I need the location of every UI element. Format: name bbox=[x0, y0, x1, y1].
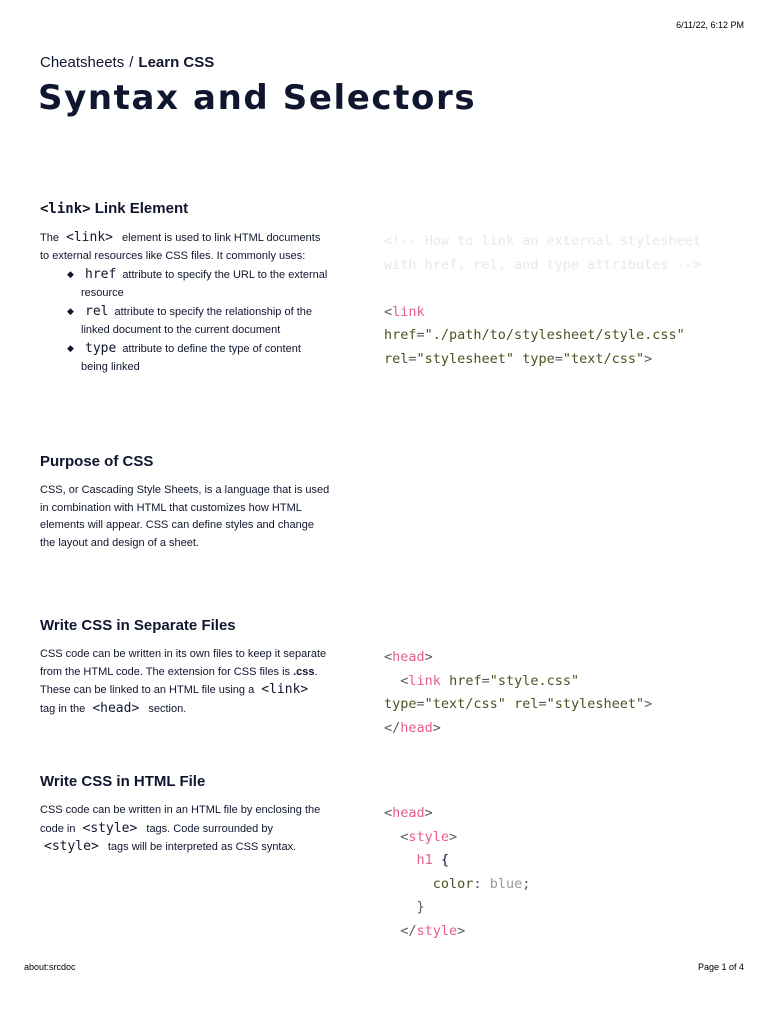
code-tag: link bbox=[408, 672, 441, 689]
code-tag: head bbox=[400, 719, 433, 736]
section-body: CSS, or Cascading Style Sheets, is a language that is used in combination with HTML that customizes how HTML elements will appear. CSS can define styles and change the layout and design of a sheet. bbox=[40, 484, 330, 549]
code-string: "style.css" bbox=[489, 672, 580, 689]
breadcrumb bbox=[40, 54, 214, 71]
inline-code: href bbox=[85, 267, 117, 282]
body-text: . These can be linked to an HTML file using a bbox=[40, 665, 318, 696]
code-value: blue bbox=[489, 875, 523, 892]
intro-text: element is used to link HTML documents to external resources like CSS files. It commonly uses: bbox=[40, 232, 321, 262]
list-item bbox=[67, 266, 330, 302]
code-attr: type bbox=[384, 696, 417, 712]
print-footer-source: about:srcdoc bbox=[24, 962, 76, 972]
section-purpose bbox=[40, 453, 330, 552]
code-block-separate-files: <head> <link href="style.css" type="text/css" rel="stylesheet"> </head> bbox=[384, 649, 653, 736]
section-link-element bbox=[40, 200, 330, 376]
bullet-icon: ◆ bbox=[67, 306, 74, 316]
code-punct: < bbox=[384, 303, 393, 320]
breadcrumb-current: Learn CSS bbox=[138, 54, 215, 71]
inline-code: rel bbox=[85, 304, 109, 319]
code-block-html-file: <head> <style> h1 { color: blue; } </style> bbox=[384, 805, 531, 939]
code-string: "text/css" bbox=[562, 350, 645, 367]
code-tag: head bbox=[392, 805, 425, 821]
code-attr: rel bbox=[514, 696, 539, 712]
inline-code: <link> bbox=[66, 230, 113, 245]
code-attr: href bbox=[384, 327, 417, 343]
code-punct: = bbox=[554, 350, 563, 367]
section-separate-files bbox=[40, 617, 330, 718]
attribute-list bbox=[40, 266, 330, 376]
section-heading-html-file: Write CSS in HTML File bbox=[40, 773, 206, 790]
bullet-icon: ◆ bbox=[67, 269, 74, 279]
section-intro bbox=[40, 229, 330, 265]
page-title: Syntax and Selectors bbox=[38, 78, 477, 118]
print-datetime: 6/11/22, 6:12 PM bbox=[676, 20, 744, 30]
code-tag: link bbox=[392, 303, 425, 320]
code-attr: type bbox=[522, 350, 555, 367]
list-item bbox=[67, 340, 330, 376]
code-punct: > bbox=[644, 350, 653, 367]
breadcrumb-parent-link[interactable]: Cheatsheets bbox=[40, 54, 125, 71]
section-body bbox=[40, 646, 330, 718]
inline-code: <style> bbox=[44, 839, 99, 854]
body-text: tag in the bbox=[40, 702, 89, 715]
code-tag: style bbox=[416, 922, 458, 939]
heading-text: Link Element bbox=[90, 200, 189, 217]
bullet-icon: ◆ bbox=[67, 343, 74, 353]
section-heading-purpose: Purpose of CSS bbox=[40, 453, 154, 470]
code-punct: : bbox=[473, 875, 482, 892]
code-block-link-element bbox=[384, 230, 701, 371]
body-text: CSS code can be written in its own files to keep it separate from the HTML code. The extension for CSS files is bbox=[40, 648, 327, 678]
code-attr: href bbox=[449, 672, 482, 689]
code-tag: head bbox=[392, 649, 425, 665]
body-text: CSS code can be written in an HTML file by enclosing the code in bbox=[40, 804, 321, 835]
code-string: "stylesheet" bbox=[546, 696, 645, 712]
code-punct: = bbox=[416, 327, 425, 343]
section-heading-link-element bbox=[40, 200, 330, 217]
code-property: color bbox=[432, 875, 474, 892]
body-text: section. bbox=[145, 702, 187, 715]
breadcrumb-separator: / bbox=[129, 54, 134, 71]
code-comment: <!-- How to link an external stylesheet bbox=[384, 233, 701, 249]
code-string: "stylesheet" bbox=[416, 350, 515, 367]
code-comment: with href, rel, and type attributes --> bbox=[384, 256, 701, 273]
section-heading-separate-files: Write CSS in Separate Files bbox=[40, 617, 236, 634]
code-punct: = bbox=[408, 350, 417, 367]
list-item-text: attribute to define the type of content being linked bbox=[81, 343, 301, 373]
code-string: "./path/to/stylesheet/style.css" bbox=[424, 327, 685, 343]
inline-code: type bbox=[85, 341, 117, 356]
code-selector: h1 bbox=[416, 852, 433, 868]
intro-text: The bbox=[40, 232, 63, 244]
code-string: "text/css" bbox=[424, 696, 506, 712]
list-item bbox=[67, 303, 330, 339]
print-footer-page-number: Page 1 of 4 bbox=[697, 962, 744, 972]
body-bold: .css bbox=[293, 665, 315, 678]
code-punct: { bbox=[440, 852, 450, 868]
code-punct: ; bbox=[522, 875, 531, 892]
section-body bbox=[40, 802, 330, 857]
section-html-file bbox=[40, 773, 330, 857]
inline-code: <head> bbox=[92, 700, 140, 716]
heading-code: <link> bbox=[40, 201, 91, 217]
inline-code: <link> bbox=[261, 682, 309, 697]
body-text: tags. Code surrounded by bbox=[143, 822, 273, 835]
code-tag: style bbox=[408, 828, 450, 845]
inline-code: <style> bbox=[82, 820, 138, 836]
body-text: tags will be interpreted as CSS syntax. bbox=[104, 841, 297, 853]
code-attr: rel bbox=[384, 350, 409, 367]
list-item-text: attribute to specify the URL to the external resource bbox=[81, 269, 328, 299]
code-punct: } bbox=[416, 899, 425, 915]
list-item-text: attribute to specify the relationship of the linked document to the current document bbox=[81, 306, 312, 336]
